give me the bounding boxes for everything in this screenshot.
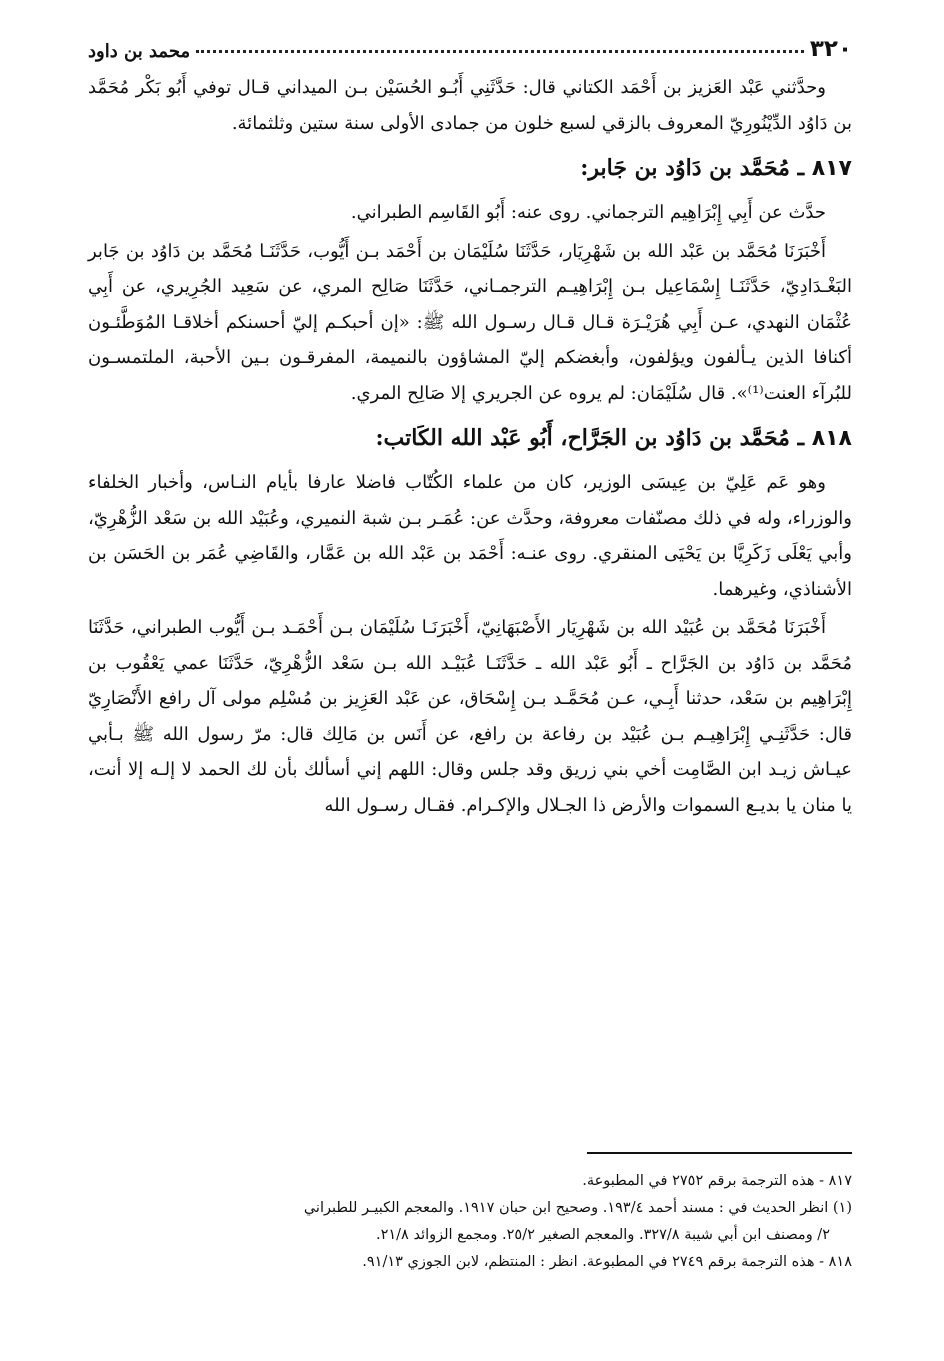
entry-817-paragraph-1: حدَّث عن أَبِي إِبْرَاهِيم الترجماني. روى عنه: أَبُو القَاسِم الطبراني. — [350, 202, 826, 223]
intro-paragraph: وحدَّثني عَبْد العَزيز بن أَحْمَد الكتاني قال: حَدَّثَنِي أَبُـو الحُسَيْن بـن الميداني قـال توفي أَبُو بَكْر مُحَمَّد بن دَاوُد الدِّيْنُورِيّ المعروف بالزقي لسبع خلون من جمادى الأولى سنة ستين وثلثمائة. — [88, 77, 852, 134]
running-head-title: محمد بن داود — [88, 41, 191, 62]
running-head-dots — [196, 50, 804, 53]
footnote-1-continuation: ٢/ ومصنف ابن أبي شيبة ٣٢٧/٨. والمعجم الصغير ٢٥/٢. ومجمع الزوائد ٢١/٨. — [375, 1227, 830, 1243]
entry-817-heading — [88, 148, 852, 189]
entry-818-number: ٨١٨ — [811, 426, 852, 451]
footnote-818: ٨١٨ ‐ هذه الترجمة برقم ٢٧٤٩ في المطبوعة. انظر : المنتظم، لابن الجوزي ٩١/١٣. — [362, 1254, 852, 1270]
entry-818-paragraph-2: أَخْبَرَنَا مُحَمَّد بن عُبَيْد الله بن شَهْرِيَار الأَصْبَهَانِيّ، أَخْبَرَنَـا سُلَيْمَان بـن أَحْمَـد بـن أَيُّوب الطبراني، حَدَّثَنَا مُحَمَّد بن دَاوُد بن الجَرَّاح ـ أَبُو عَبْد الله ـ حَدَّثَنَـا عُبَيْـد الله بـن سَعْد الزُّهْرِيّ، حَدَّثَنَا عمي يَعْقُوب بن إِبْرَاهِيم بن سَعْد، حدثنا أَبِـي، عـن مُحَمَّـد بـن إِسْحَاق، عن عَبْد العَزِيز بن مُسْلِم مولى آل رافع الأَنْصَارِيّ قال: حَدَّثَنِـي إِبْرَاهِيـم بـن عُبَيْد بن رفاعة بن رافع، عن أَنَس بن مَالِك قال: مرّ رسول الله ﷺ بـأبي عيـاش زيـد ابن الصَّامِت أخي بني زريق وقد جلس وقال: اللهم إني أسألك بأن لك الحمد لا إلـه إلا أنت، يا منان يا بديـع السموات والأرض ذا الجـلال والإكـرام. فقـال رسـول الله — [88, 617, 852, 816]
entry-817-number: ٨١٧ — [811, 156, 852, 181]
page-body — [88, 70, 852, 826]
footnote-separator — [587, 1152, 852, 1154]
footnote-817: ٨١٧ ‐ هذه الترجمة برقم ٢٧٥٢ في المطبوعة. — [582, 1173, 852, 1189]
footnote-1: (١) انظر الحديث في : مسند أحمد ١٩٣/٤. وصحيح ابن حبان ١٩١٧. والمعجم الكبيـر للطبراني — [303, 1200, 852, 1216]
entry-817-paragraph-2: أَخْبَرَنَا مُحَمَّد بن عَبْد الله بن شَهْرِيَار، حَدَّثَنَا سُلَيْمَان بن أَحْمَد بـن أَيُّوب، حَدَّثَنَـا مُحَمَّد بن دَاوُد بن جَابر البَغْـدَادِيّ، حَدَّثَنَـا إِسْمَاعِيل بـن إِبْرَاهِيـم الترجمـاني، حَدَّثَنَا صَالِح المري، عن سَعِيد الجُرِيري، عن أَبِي عُثْمَان النهدي، عـن أَبِي هُرَيْـرَة قـال قـال رسـول الله ﷺ: «إن أحبكـم إليّ أحسنكم أخلاقـا المُوَطَّئـون أكنافا الذين يـألفون ويؤلفون، وأبغضكم إليّ المشاؤون بالنميمة، المفرقـون بـين الأحبة، الملتمسـون للبُرآء العنت⁽¹⁾». قال سُلَيْمَان: لم يروه عن الجريري إلا صَالِح المري. — [88, 240, 852, 404]
page-number: ٣٢٠ — [809, 36, 852, 62]
entry-818-heading — [88, 418, 852, 459]
entry-818-title: ـ مُحَمَّد بن دَاوُد بن الجَرَّاح، أَبُو عَبْد الله الكَاتب: — [375, 425, 805, 451]
running-head — [88, 22, 852, 62]
footnotes — [88, 1168, 852, 1276]
entry-818-paragraph-1: وهو عَم عَلِيّ بن عِيسَى الوزير، كان من علماء الكُتّاب فاضلا عارفا بأيام النـاس، وأخبار الخلفاء والوزراء، وله في ذلك مصنّفات معروفة، وحدَّث عن: عُمَـر بـن شبة النميري، وعُبَيْد الله بن سَعْد الزُّهْرِيّ، وأبي يَعْلَى زَكَرِيَّا بن يَحْيَى المنقري. روى عنـه: أَحْمَد بن عَبْد الله بن عَمَّار، والقَاضِي عُمَر بن الحَسَن بن الأشناذي، وغيرهما. — [88, 472, 852, 600]
entry-817-title: ـ مُحَمَّد بن دَاوُد بن جَابر: — [580, 155, 805, 181]
